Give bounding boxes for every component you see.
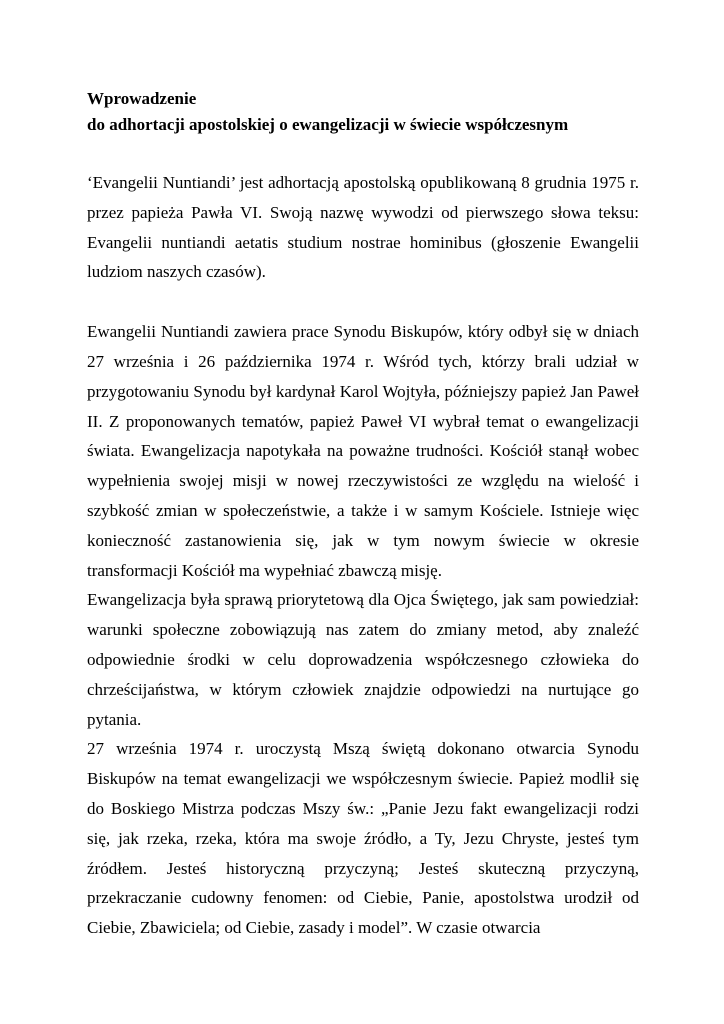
paragraph-opening: 27 września 1974 r. uroczystą Mszą świętą dokonano otwarcia Synodu Biskupów na temat ewangelizacji we współczesnym świecie. Papież modlił się do Boskiego Mistrza podczas Mszy św.: „Panie Jezu fakt ewangelizacji rodzi się, jak rzeka, rzeka, która ma swoje źródło, a Ty, Jezu Chryste, jesteś tym źródłem. Jesteś historyczną przyczyną; Jesteś skuteczną przyczyną, przekraczanie cudowny fenomen: od Ciebie, Panie, apostolstwa urodził od Ciebie, Zbawiciela; od Ciebie, zasady i model”. W czasie otwarcia	[87, 739, 639, 938]
paragraph-spacer	[87, 287, 639, 317]
document-body	[87, 86, 639, 943]
document-title-line-2: do adhortacji apostolskiej o ewangelizacji w świecie współczesnym	[87, 115, 569, 134]
document-title-line-1: Wprowadzenie	[87, 89, 197, 108]
title-spacer	[87, 138, 639, 168]
paragraph-synod: Ewangelii Nuntiandi zawiera prace Synodu Biskupów, który odbył się w dniach 27 września i 26 października 1974 r. Wśród tych, którzy brali udział w przygotowaniu Synodu był kardynał Karol Wojtyła, późniejszy papież Jan Paweł II. Z proponowanych tematów, papież Paweł VI wybrał temat o ewangelizacji świata. Ewangelizacja napotykała na poważne trudności. Kościół stanął wobec wypełnienia swojej misji w nowej rzeczywistości ze względu na wielość i szybkość zmian w społeczeństwie, a także i w samym Kościele. Istnieje więc konieczność zastanowienia się, jak w tym nowym świecie w okresie transformacji Kościół ma wypełniać zbawczą misję.	[87, 322, 639, 580]
paragraph-priority: Ewangelizacja była sprawą priorytetową dla Ojca Świętego, jak sam powiedział: warunki społeczne zobowiązują nas zatem do zmiany metod, aby znaleźć odpowiednie środki w celu doprowadzenia współczesnego człowieka do chrześcijaństwa, w którym człowiek znajdzie odpowiedzi na nurtujące go pytania.	[87, 590, 639, 729]
paragraph-intro: ‘Evangelii Nuntiandi’ jest adhortacją apostolską opublikowaną 8 grudnia 1975 r. przez papieża Pawła VI. Swoją nazwę wywodzi od pierwszego słowa teksu: Evangelii nuntiandi aetatis studium nostrae hominibus (głoszenie Ewangelii ludziom naszych czasów).	[87, 173, 639, 282]
